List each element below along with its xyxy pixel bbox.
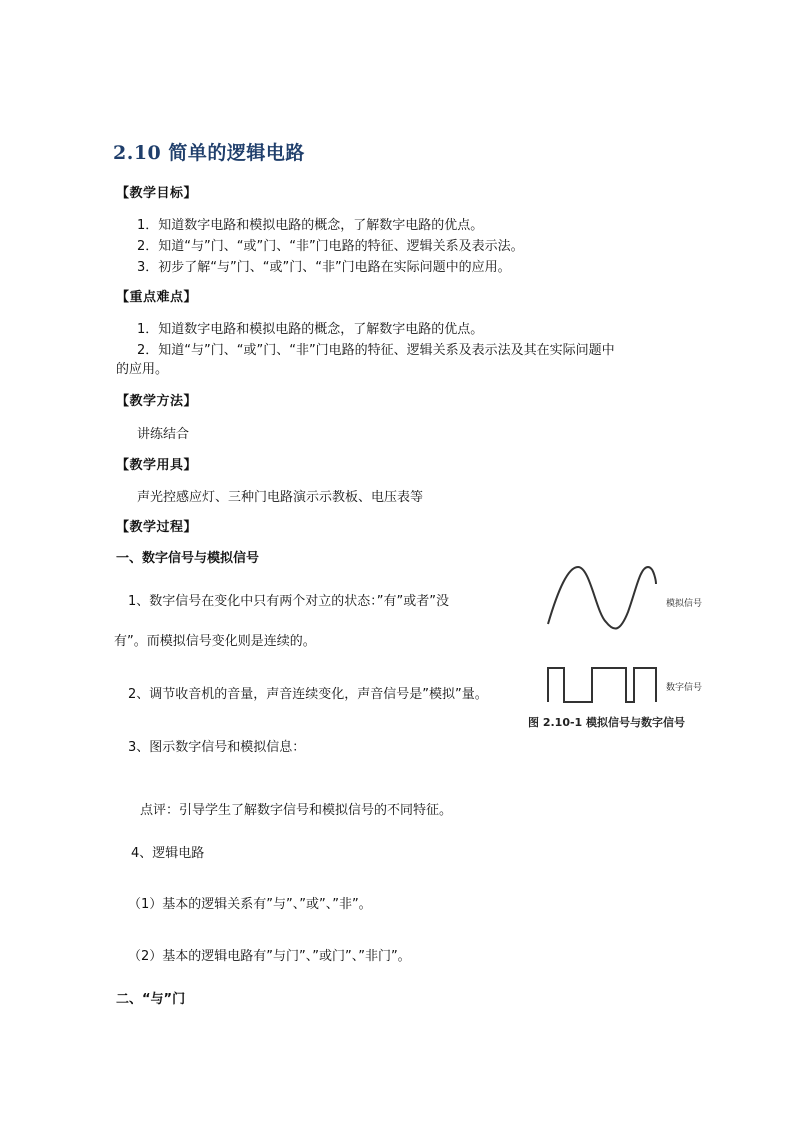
- method-text: 讲练结合: [137, 427, 190, 442]
- process-heading: 【教学过程】: [116, 520, 198, 535]
- section1-paragraph-1a: 1、数字信号在变化中只有两个对立的状态：”有”或者”没: [128, 594, 449, 609]
- method-heading: 【教学方法】: [116, 394, 198, 409]
- section2-heading: 二、“与”门: [116, 992, 186, 1007]
- section1-paragraph-4: 4、逻辑电路: [131, 846, 205, 861]
- key-point-item-1: 1．知道数字电路和模拟电路的概念，了解数字电路的优点。: [137, 322, 484, 337]
- analog-label: 模拟信号: [666, 599, 703, 609]
- section1-paragraph-4-2: （2）基本的逻辑电路有”与门”、”或门”、”非门”。: [128, 949, 411, 964]
- tools-text: 声光控感应灯、三种门电路演示示教板、电压表等: [137, 490, 424, 505]
- page-title: 2.10 简单的逻辑电路: [113, 142, 305, 164]
- digital-wave: [548, 668, 656, 702]
- key-point-item-2-cont: 的应用。: [116, 362, 169, 377]
- tools-heading: 【教学用具】: [116, 458, 198, 473]
- section1-comment: 点评：引导学生了解数字信号和模拟信号的不同特征。: [140, 803, 453, 818]
- signal-figure: [528, 562, 718, 734]
- section1-paragraph-3: 3、图示数字信号和模拟信息：: [128, 740, 306, 755]
- objective-item-1: 1．知道数字电路和模拟电路的概念，了解数字电路的优点。: [137, 218, 484, 233]
- section1-paragraph-1b: 有”。而模拟信号变化则是连续的。: [114, 634, 316, 649]
- objectives-heading: 【教学目标】: [116, 186, 198, 201]
- objective-item-3: 3．初步了解“与”门、“或”门、“非”门电路在实际问题中的应用。: [137, 260, 511, 275]
- analog-wave: [548, 567, 656, 629]
- figure-caption: 图 2.10-1 模拟信号与数字信号: [528, 716, 686, 729]
- section1-paragraph-2: 2、调节收音机的音量，声音连续变化，声音信号是”模拟”量。: [128, 687, 488, 702]
- section1-heading: 一、数字信号与模拟信号: [116, 551, 260, 566]
- digital-label: 数字信号: [666, 683, 703, 693]
- section1-paragraph-4-1: （1）基本的逻辑关系有”与”、”或”、”非”。: [128, 897, 372, 912]
- key-points-heading: 【重点难点】: [116, 290, 198, 305]
- objective-item-2: 2．知道“与”门、“或”门、“非”门电路的特征、逻辑关系及表示法。: [137, 239, 524, 254]
- key-point-item-2: 2．知道“与”门、“或”门、“非”门电路的特征、逻辑关系及表示法及其在实际问题中: [137, 343, 615, 358]
